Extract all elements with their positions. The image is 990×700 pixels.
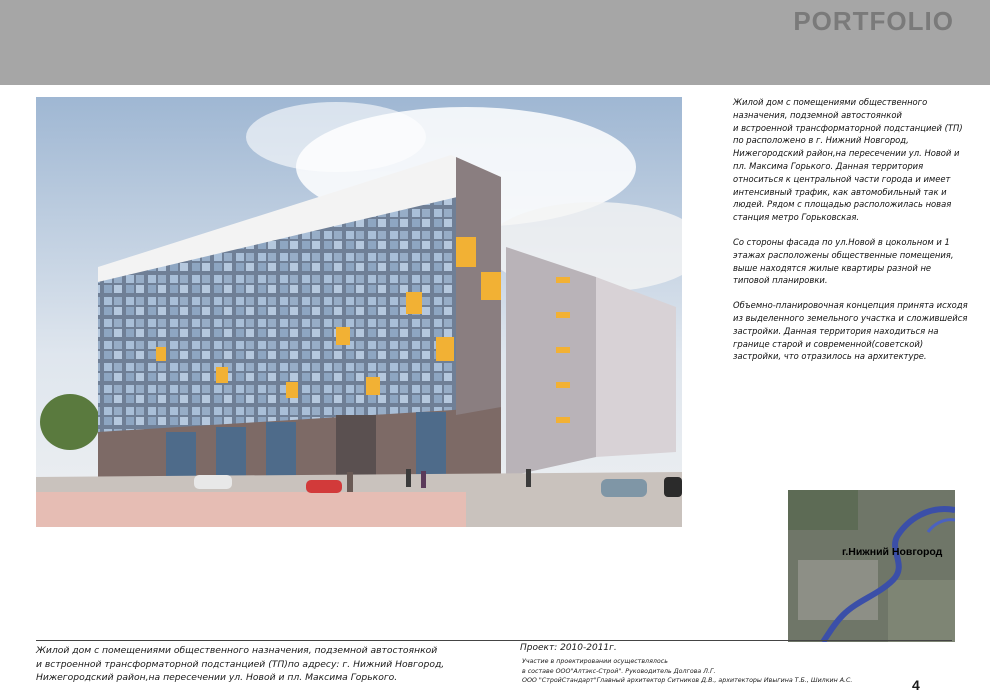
map-city-label: г.Нижний Новгород xyxy=(842,546,943,558)
satellite-map-illustration xyxy=(788,490,955,642)
description-paragraph-2: Со стороны фасада по ул.Новой в цокольном и 1 этажах расположены общественные помещения, выше находятся жилые квартиры разной не типовой планировки. xyxy=(733,236,954,286)
page-number: 4 xyxy=(912,677,920,693)
project-year: Проект: 2010-2011г. xyxy=(520,643,617,653)
location-map xyxy=(788,490,955,642)
footer-caption: Жилой дом с помещениями общественного назначения, подземной автостоянкой и встроенной трансформаторной подстанцией (ТП)по адресу: г. Нижний Новгород, Нижегородский район,на пересечении ул. Новой и пл. Максима Горького. xyxy=(36,645,445,683)
building-render-illustration xyxy=(36,97,682,527)
project-credits: Участие в проектировании осуществлялось в составе ООО"Алтэкс-Строй". Руководитель Долгова Л.Г. ООО "СтройСтандарт"Главный архитектор Ситников Д.В., архитекторы Ивыгина Т.Б., Шилкин А.С. xyxy=(522,658,853,684)
footer-divider xyxy=(36,640,952,641)
description-paragraph-1: Жилой дом с помещениями общественного назначения, подземной автостоянкой и встроенной трансформаторной подстанцией (ТП) по расположено в г. Нижний Новгород, Нижегородский район,на пересечении ул. Новой и пл. Максима Горького. Данная территория относиться к центральной части города и имеет интенсивный трафик, как автомобильный так и людей. Рядом с площадью расположилась новая станция метро Горьковская. xyxy=(733,97,963,223)
portfolio-title: PORTFOLIO xyxy=(793,6,954,36)
description-paragraph-3: Объемно-планировочная концепция принята исходя из выделенного земельного участка и сложившейся застройки. Данная территория находиться на границе старой и современной(советской) застройки, что отразилось на архитектуре. xyxy=(733,300,968,362)
project-description xyxy=(733,96,973,375)
building-render-image xyxy=(36,97,682,527)
